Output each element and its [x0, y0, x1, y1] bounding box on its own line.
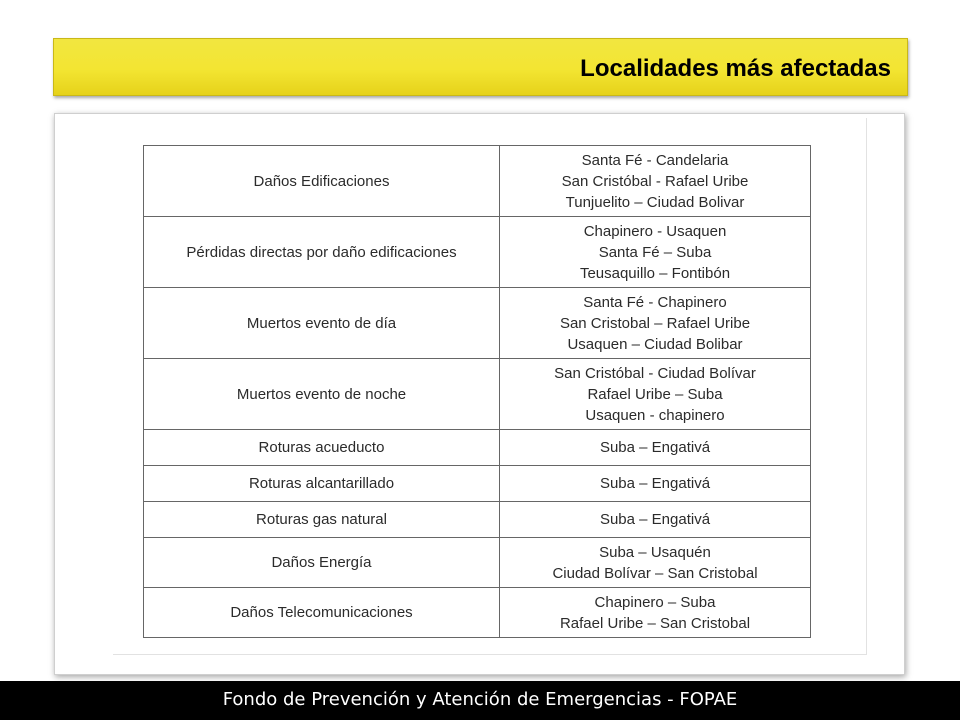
- table-row: [144, 217, 811, 288]
- localities-cell: [500, 217, 811, 288]
- localities-cell: [500, 502, 811, 538]
- localities-cell: [500, 588, 811, 638]
- locality-pair: Rafael Uribe – San Cristobal: [559, 614, 751, 632]
- locality-pair: Ciudad Bolívar – San Cristobal: [552, 564, 758, 582]
- title-bar: [53, 38, 908, 96]
- locality-pair: Usaquen – Ciudad Bolibar: [567, 335, 743, 353]
- table-row: [144, 288, 811, 359]
- table-row: [144, 502, 811, 538]
- category-cell: Daños Energía: [144, 538, 500, 588]
- footer-bar: [0, 681, 960, 720]
- locality-pair: San Cristóbal - Ciudad Bolívar: [554, 364, 756, 382]
- locality-pair: Santa Fé - Chapinero: [583, 293, 727, 311]
- locality-pair: Suba – Usaquén: [599, 543, 711, 561]
- locality-pair: Santa Fé - Candelaria: [581, 151, 729, 169]
- locality-pair: Suba – Engativá: [599, 475, 711, 492]
- localities-cell: [500, 288, 811, 359]
- locality-pair: Santa Fé – Suba: [598, 243, 712, 261]
- locality-pair: Chapinero - Usaquen: [583, 222, 727, 240]
- category-cell: Daños Edificaciones: [144, 146, 500, 217]
- category-cell: Pérdidas directas por daño edificaciones: [144, 217, 500, 288]
- localities-cell: [500, 466, 811, 502]
- page-title: Localidades más afectadas: [580, 55, 891, 82]
- category-cell: Roturas alcantarillado: [144, 466, 500, 502]
- localities-cell: [500, 430, 811, 466]
- localities-cell: [500, 146, 811, 217]
- locality-pair: San Cristobal – Rafael Uribe: [559, 314, 751, 332]
- locality-pair: Usaquen - chapinero: [585, 406, 725, 424]
- table-row: [144, 359, 811, 430]
- category-cell: Daños Telecomunicaciones: [144, 588, 500, 638]
- localities-cell: [500, 359, 811, 430]
- locality-pair: San Cristóbal - Rafael Uribe: [561, 172, 749, 190]
- category-cell: Roturas gas natural: [144, 502, 500, 538]
- locality-pair: Tunjuelito – Ciudad Bolivar: [565, 193, 745, 211]
- table-row: [144, 588, 811, 638]
- category-cell: Muertos evento de día: [144, 288, 500, 359]
- table-row: [144, 146, 811, 217]
- category-cell: Muertos evento de noche: [144, 359, 500, 430]
- localities-table: [143, 145, 811, 638]
- table-row: [144, 466, 811, 502]
- category-cell: Roturas acueducto: [144, 430, 500, 466]
- locality-pair: Chapinero – Suba: [594, 593, 716, 611]
- localities-cell: [500, 538, 811, 588]
- locality-pair: Suba – Engativá: [599, 439, 711, 456]
- locality-pair: Teusaquillo – Fontibón: [579, 264, 731, 282]
- locality-pair: Rafael Uribe – Suba: [587, 385, 723, 403]
- table-row: [144, 538, 811, 588]
- footer-text: Fondo de Prevención y Atención de Emergencias - FOPAE: [222, 689, 738, 710]
- content-panel: [54, 113, 905, 675]
- table-image-frame: [113, 118, 867, 655]
- table-row: [144, 430, 811, 466]
- locality-pair: Suba – Engativá: [599, 511, 711, 528]
